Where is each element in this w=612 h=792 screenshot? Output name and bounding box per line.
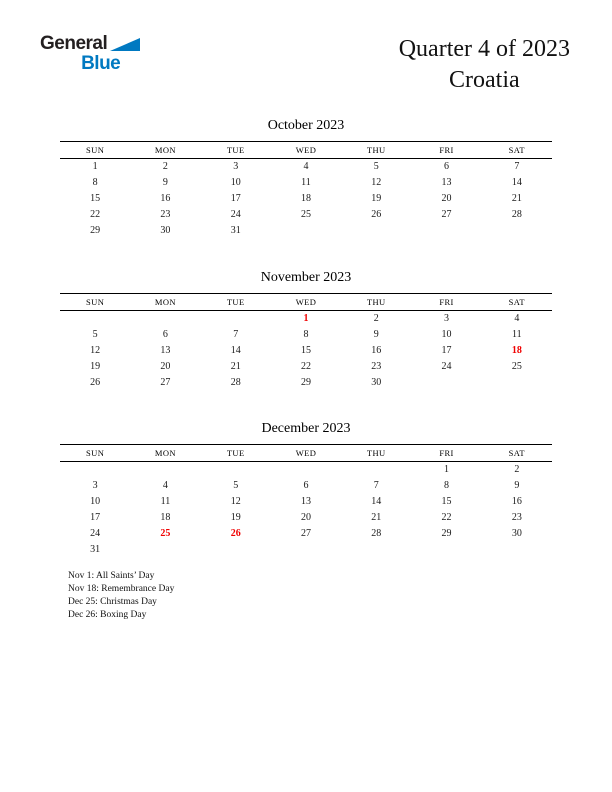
month-title: November 2023: [260, 269, 352, 285]
weekday-header: WED: [271, 142, 341, 159]
weekday-header-row: [60, 293, 552, 310]
empty-cell: [271, 223, 341, 239]
date-cell: 20: [300, 512, 311, 523]
legend-item: Dec 25: Christmas Day: [68, 596, 157, 607]
weekday-header: MON: [130, 445, 200, 462]
week-row: [60, 542, 552, 558]
month-october: [60, 118, 552, 239]
date-cell: 6: [444, 161, 450, 173]
date-cell: 5: [233, 480, 239, 491]
week-row: [60, 175, 552, 191]
date-cell: 1: [92, 161, 98, 173]
legend-item: Dec 26: Boxing Day: [68, 609, 147, 620]
empty-cell: [341, 223, 411, 239]
date-cell: 11: [512, 328, 522, 340]
date-cell: 1: [444, 464, 450, 476]
date-cell: 22: [90, 209, 101, 220]
date-cell: 8: [92, 177, 98, 188]
empty-cell: [271, 542, 341, 558]
date-cell: 23: [160, 209, 171, 220]
date-cell: 26: [90, 376, 101, 388]
date-cell: 4: [303, 161, 309, 173]
empty-cell: [130, 462, 200, 478]
week-row: [60, 310, 552, 326]
weekday-header: THU: [341, 445, 411, 462]
week-row: [60, 478, 552, 494]
date-cell: 22: [441, 512, 452, 523]
empty-cell: [341, 542, 411, 558]
date-cell: 9: [162, 177, 168, 188]
date-cell: 21: [230, 360, 241, 372]
logo-text-blue: Blue: [81, 53, 121, 74]
weekday-header: TUE: [201, 293, 271, 310]
date-cell: 17: [441, 344, 452, 356]
title-country: Croatia: [449, 67, 520, 93]
empty-cell: [482, 542, 552, 558]
date-cell: 15: [441, 496, 452, 507]
date-cell: 10: [230, 177, 241, 188]
date-cell: 2: [373, 312, 379, 324]
weekday-header: TUE: [201, 142, 271, 159]
date-cell: 14: [230, 344, 241, 356]
date-cell: 11: [301, 177, 311, 188]
date-cell: 3: [444, 312, 450, 324]
week-row: [60, 358, 552, 374]
date-cell: 13: [441, 177, 452, 188]
date-cell: 28: [371, 528, 382, 539]
date-cell: 10: [90, 496, 101, 507]
title-quarter: Quarter 4 of 2023: [398, 36, 570, 62]
week-row: [60, 207, 552, 223]
empty-cell: [482, 223, 552, 239]
empty-cell: [411, 542, 481, 558]
date-cell: 23: [371, 360, 382, 372]
date-cell: 26: [371, 209, 382, 220]
weekday-header: MON: [130, 142, 200, 159]
weekday-header: WED: [271, 445, 341, 462]
week-row: [60, 374, 552, 390]
calendar-table: [60, 444, 552, 558]
weekday-header: SAT: [482, 445, 552, 462]
date-cell: 4: [514, 312, 520, 324]
weekday-header: FRI: [411, 142, 481, 159]
date-cell: 15: [300, 344, 311, 356]
date-cell: 15: [90, 193, 101, 204]
date-cell: 19: [371, 193, 382, 204]
date-cell: 12: [230, 496, 241, 507]
date-cell: 3: [233, 161, 239, 173]
empty-cell: [411, 223, 481, 239]
holiday-legend: [68, 570, 612, 622]
date-cell: 7: [514, 161, 520, 173]
date-cell: 2: [162, 161, 168, 173]
logo-top-row: [40, 34, 140, 54]
weekday-header-row: [60, 142, 552, 159]
date-cell: 27: [300, 528, 311, 539]
empty-cell: [411, 374, 481, 390]
calendar-table: [60, 141, 552, 239]
date-cell: 8: [303, 328, 309, 340]
week-row: [60, 526, 552, 542]
date-cell: 2: [514, 464, 520, 476]
date-cell: 19: [230, 512, 241, 523]
empty-cell: [201, 462, 271, 478]
week-row: [60, 159, 552, 175]
date-cell: 7: [233, 328, 239, 340]
legend-item: Nov 18: Remembrance Day: [68, 583, 175, 594]
week-row: [60, 223, 552, 239]
date-cell: 21: [371, 512, 382, 523]
date-cell: 30: [160, 225, 171, 236]
date-cell: 5: [373, 161, 379, 173]
legend-item: Nov 1: All Saints’ Day: [68, 570, 155, 581]
weekday-header: MON: [130, 293, 200, 310]
date-cell: 3: [92, 480, 98, 491]
logo-triangle-icon: [110, 38, 140, 51]
date-cell: 19: [90, 360, 101, 372]
general-blue-logo: [40, 34, 140, 74]
date-cell: 18: [160, 512, 171, 523]
date-cell: 31: [230, 225, 241, 236]
empty-cell: [201, 542, 271, 558]
month-december: [60, 421, 552, 558]
weekday-header: FRI: [411, 293, 481, 310]
empty-cell: [482, 374, 552, 390]
date-cell: 17: [230, 193, 241, 204]
date-cell: 27: [160, 376, 171, 388]
date-cell: 20: [160, 360, 171, 372]
weekday-header: SUN: [60, 445, 130, 462]
page-header: [0, 34, 612, 96]
date-cell: 16: [160, 193, 171, 204]
date-cell: 21: [511, 193, 522, 204]
date-cell: 12: [371, 177, 382, 188]
date-cell: 4: [162, 480, 168, 491]
date-cell: 29: [90, 225, 101, 236]
month-title: October 2023: [267, 118, 345, 133]
weekday-header-row: [60, 445, 552, 462]
date-cell: 5: [92, 328, 98, 340]
date-cell: 25: [511, 360, 522, 372]
date-cell: 6: [162, 328, 168, 340]
date-cell: 28: [230, 376, 241, 388]
date-cell: 23: [511, 512, 522, 523]
date-cell: 28: [511, 209, 522, 220]
weekday-header: TUE: [201, 445, 271, 462]
date-cell: 27: [441, 209, 452, 220]
week-row: [60, 462, 552, 478]
date-cell: 18: [300, 193, 311, 204]
date-cell: 24: [441, 360, 452, 372]
month-title: December 2023: [261, 421, 351, 436]
date-cell: 25: [300, 209, 311, 220]
weekday-header: WED: [271, 293, 341, 310]
date-cell: 30: [511, 528, 522, 539]
document-title: [399, 34, 570, 96]
empty-cell: [201, 310, 271, 326]
months: [0, 118, 612, 558]
date-cell: 29: [300, 376, 311, 388]
date-cell: 24: [230, 209, 241, 220]
date-cell: 13: [160, 344, 171, 356]
weekday-header: SAT: [482, 293, 552, 310]
weekday-header: THU: [341, 142, 411, 159]
date-cell: 14: [371, 496, 382, 507]
week-row: [60, 191, 552, 207]
calendar-table: [60, 293, 552, 391]
week-row: [60, 326, 552, 342]
date-cell: 29: [441, 528, 452, 539]
logo-text-general: General: [40, 33, 108, 54]
date-cell: 31: [90, 544, 101, 555]
date-cell: 9: [514, 480, 520, 491]
date-cell: 12: [90, 344, 101, 356]
empty-cell: [60, 462, 130, 478]
week-row: [60, 494, 552, 510]
date-cell: 11: [160, 496, 171, 507]
weekday-header: SUN: [60, 142, 130, 159]
weekday-header: SUN: [60, 293, 130, 310]
date-cell: 16: [511, 496, 522, 507]
holiday-date-cell: 26: [230, 528, 241, 539]
date-cell: 14: [511, 177, 522, 188]
date-cell: 22: [300, 360, 311, 372]
weekday-header: THU: [341, 293, 411, 310]
date-cell: 9: [373, 328, 379, 340]
holiday-date-cell: 25: [160, 528, 171, 539]
week-row: [60, 510, 552, 526]
date-cell: 16: [371, 344, 382, 356]
holiday-date-cell: 18: [511, 344, 522, 356]
empty-cell: [271, 462, 341, 478]
empty-cell: [60, 310, 130, 326]
week-row: [60, 342, 552, 358]
date-cell: 10: [441, 328, 452, 340]
date-cell: 13: [300, 496, 311, 507]
holiday-date-cell: 1: [303, 312, 309, 324]
empty-cell: [341, 462, 411, 478]
weekday-header: SAT: [482, 142, 552, 159]
date-cell: 7: [373, 480, 379, 491]
date-cell: 24: [90, 528, 101, 539]
date-cell: 30: [371, 376, 382, 388]
weekday-header: FRI: [411, 445, 481, 462]
empty-cell: [130, 542, 200, 558]
date-cell: 17: [90, 512, 101, 523]
date-cell: 8: [444, 480, 450, 491]
date-cell: 20: [441, 193, 452, 204]
month-november: [60, 270, 552, 391]
date-cell: 6: [303, 480, 309, 491]
empty-cell: [130, 310, 200, 326]
